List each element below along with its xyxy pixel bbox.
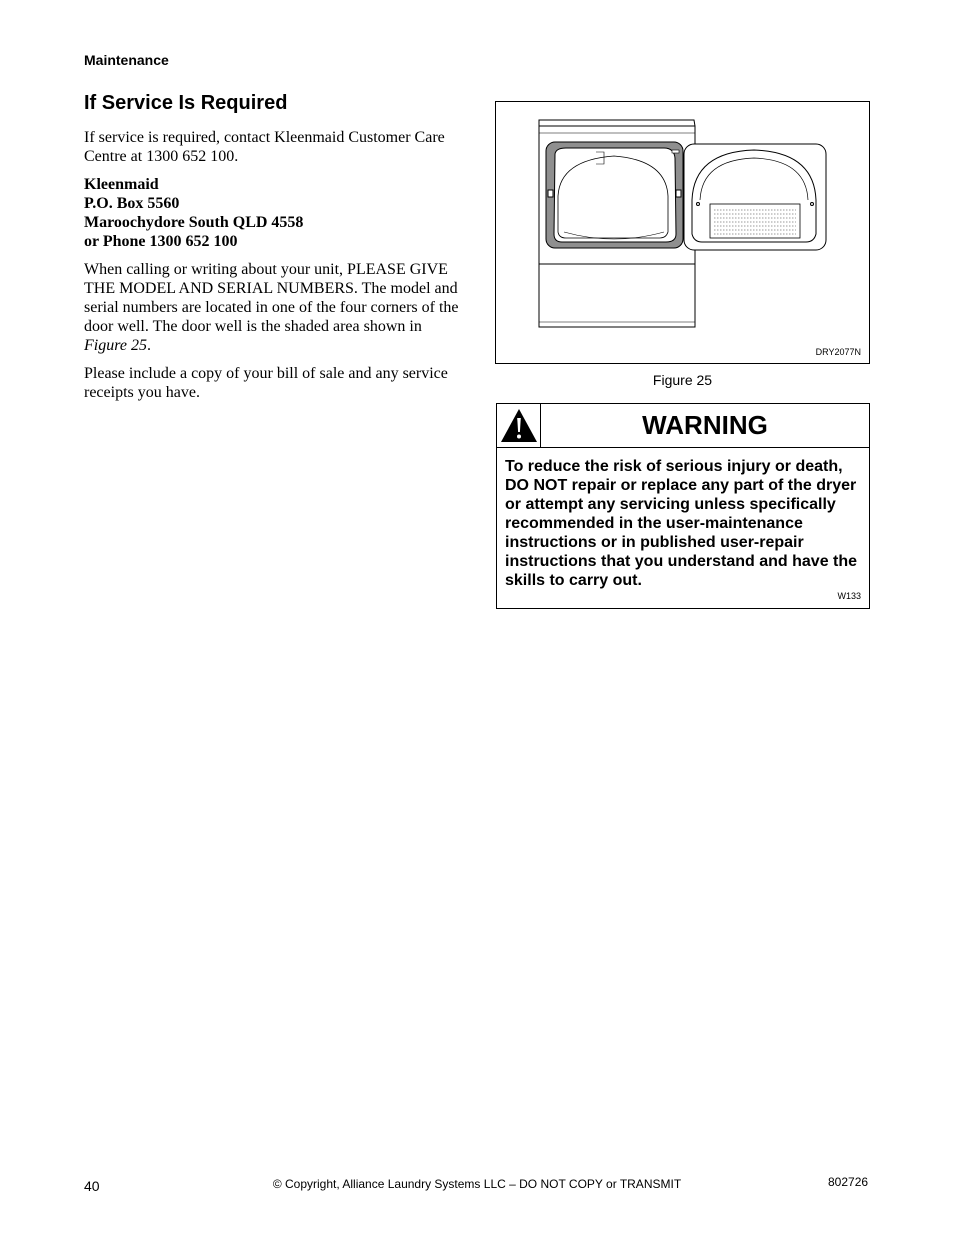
figure-reference: Figure 25 — [84, 337, 147, 354]
calling-text-end: . — [146, 337, 151, 354]
address-line: P.O. Box 5560 — [84, 195, 180, 212]
section-label: Maintenance — [84, 52, 169, 68]
warning-title: WARNING — [642, 410, 768, 440]
address-line: Maroochydore South QLD 4558 — [84, 214, 304, 231]
figure-code: DRY2077N — [815, 347, 861, 357]
warning-box — [496, 403, 870, 609]
model-serial-paragraph — [84, 260, 464, 355]
page-number: 40 — [84, 1178, 100, 1194]
service-text-column — [84, 128, 464, 411]
calling-text: When calling or writing about your unit, PLEASE GIVE THE MODEL AND SERIAL NUMBERS. The model and serial numbers are located in one of the four corners of the door well. The door well is the shaded area shown in — [84, 261, 459, 335]
warning-triangle-icon — [497, 404, 541, 447]
figure-caption: Figure 25 — [652, 372, 713, 388]
service-intro: If service is required, contact Kleenmaid Customer Care Centre at 1300 652 100. — [84, 129, 445, 165]
document-number: 802726 — [828, 1175, 869, 1189]
footer-copyright: © Copyright, Alliance Laundry Systems LLC – DO NOT COPY or TRANSMIT — [272, 1177, 682, 1191]
warning-text: To reduce the risk of serious injury or death, DO NOT repair or replace any part of the dryer or attempt any servicing unless specifically recommended in the user-maintenance instructions or in published user-repair instructions that you understand and have the skills to carry out. — [505, 458, 858, 589]
warning-icon-cell — [497, 404, 541, 447]
address-line: Kleenmaid — [84, 176, 159, 193]
address-line: or Phone 1300 652 100 — [84, 233, 238, 250]
warning-header — [497, 404, 869, 448]
dryer-figure — [495, 101, 870, 364]
receipts-paragraph: Please include a copy of your bill of sale and any service receipts you have. — [84, 365, 448, 401]
page-heading: If Service Is Required — [84, 92, 288, 114]
dryer-illustration — [496, 102, 869, 363]
warning-code: W133 — [837, 591, 861, 601]
service-address — [84, 175, 464, 251]
